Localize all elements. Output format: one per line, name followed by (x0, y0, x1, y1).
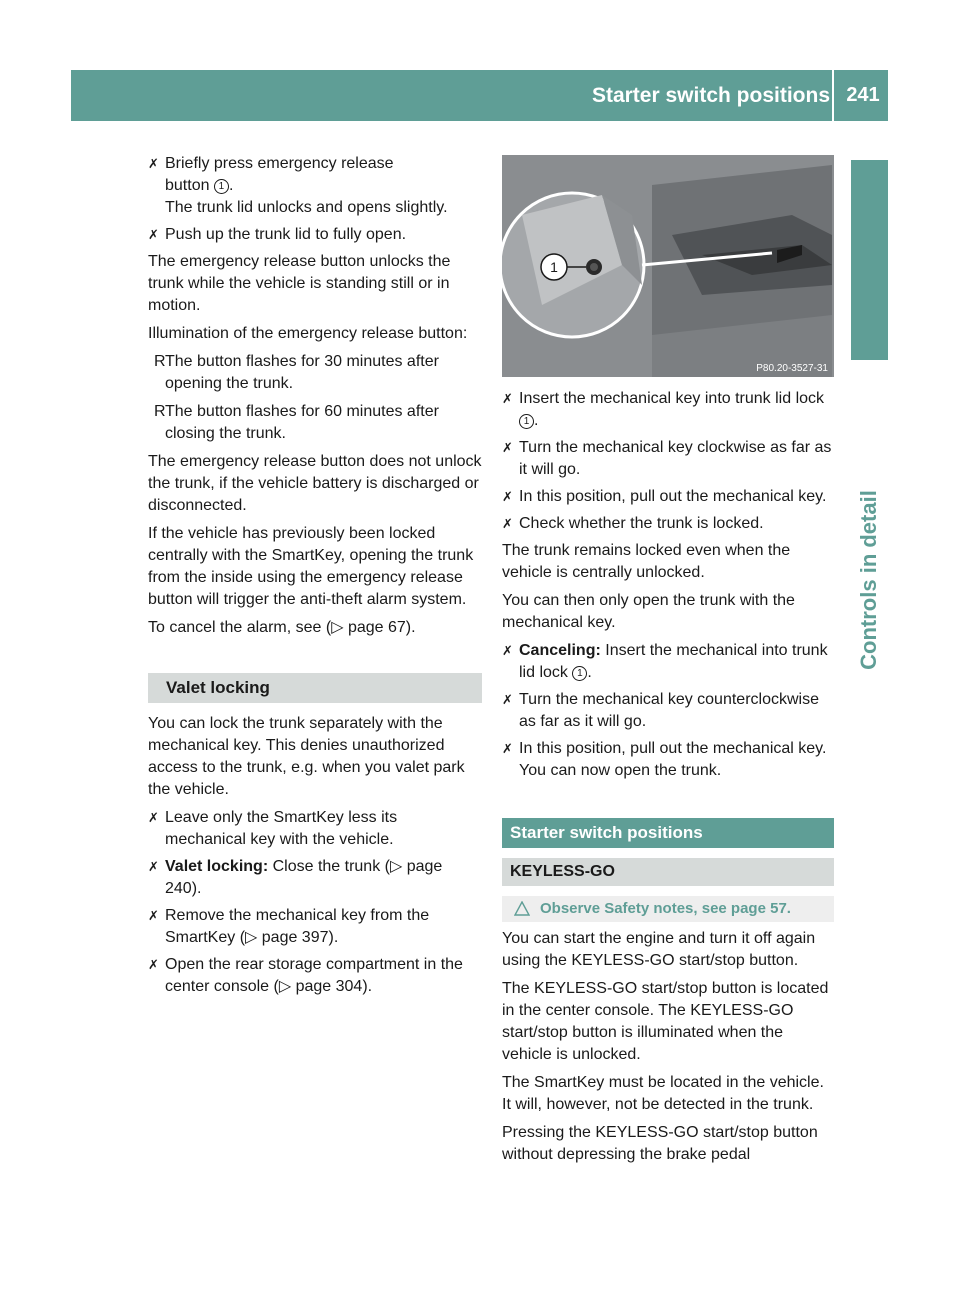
trunk-lock-illustration (502, 155, 834, 377)
step-item: ✗ Remove the mechanical key from the SmartKey (▷ page 397). (148, 907, 430, 946)
paragraph: The emergency release button does not unlock the trunk, if the vehicle battery is discharged or disconnected. (148, 453, 482, 514)
x-arrow-icon: ✗ (148, 810, 159, 825)
callout-1-icon: 1 (572, 666, 587, 681)
x-arrow-icon: ✗ (502, 489, 513, 504)
figure-code: P80.20-3527-31 (756, 363, 828, 374)
bullet-item: R The button flashes for 30 minutes after opening the trunk. (154, 353, 439, 392)
step-item: ✗ Canceling: Insert the mechanical into trunk lid lock 1 . (502, 642, 828, 681)
side-tab-label: Controls in detail (856, 490, 881, 670)
warning-triangle-icon (514, 901, 530, 917)
safety-warning: Observe Safety notes, see page 57. (502, 896, 834, 922)
x-arrow-icon: ✗ (148, 859, 159, 874)
bullet-icon: R (154, 353, 166, 370)
paragraph: The KEYLESS-GO start/stop button is located in the center console. The KEYLESS-GO start/stop button is illuminated when the vehicle is unlocked. (502, 980, 829, 1063)
paragraph: To cancel the alarm, see (▷ page 67). (148, 619, 416, 636)
paragraph: Pressing the KEYLESS-GO start/stop button without depressing the brake pedal (502, 1124, 818, 1163)
step-item: ✗ Valet locking: Close the trunk (▷ page 240). (148, 858, 443, 897)
paragraph: The SmartKey must be located in the vehicle. It will, however, not be detected in the trunk. (502, 1074, 824, 1113)
x-arrow-icon: ✗ (148, 156, 159, 171)
step-item: ✗ Turn the mechanical key clockwise as far as it will go. (502, 439, 832, 478)
step-item: ✗ Open the rear storage compartment in the center console (▷ page 304). (148, 956, 463, 995)
x-arrow-icon: ✗ (148, 957, 159, 972)
paragraph: The trunk remains locked even when the vehicle is centrally unlocked. (502, 542, 791, 581)
bullet-icon: R (154, 403, 166, 420)
x-arrow-icon: ✗ (502, 741, 513, 756)
x-arrow-icon: ✗ (148, 908, 159, 923)
paragraph: You can start the engine and turn it off again using the KEYLESS-GO start/stop button. (502, 930, 816, 969)
right-column (502, 388, 834, 1172)
x-arrow-icon: ✗ (502, 391, 513, 406)
callout-1-icon: 1 (519, 414, 534, 429)
x-arrow-icon: ✗ (502, 516, 513, 531)
step-item: ✗ Push up the trunk lid to fully open. (148, 224, 482, 246)
paragraph: You can then only open the trunk with the mechanical key. (502, 592, 795, 631)
paragraph: If the vehicle has previously been locked centrally with the SmartKey, opening the trunk from the inside using the emergency release button will trigger the anti-theft alarm system. (148, 525, 474, 608)
step-item: ✗ In this position, pull out the mechanical key. You can now open the trunk. (502, 740, 827, 779)
step-item: ✗ Turn the mechanical key counterclockwise as far as it will go. (502, 691, 819, 730)
step-item: ✗ Briefly press emergency release button 1 . The trunk lid unlocks and opens slightly. (148, 155, 448, 216)
step-item: ✗ Leave only the SmartKey less its mechanical key with the vehicle. (148, 809, 398, 848)
page-number: 241 (846, 84, 880, 106)
x-arrow-icon: ✗ (502, 440, 513, 455)
x-arrow-icon: ✗ (148, 227, 159, 242)
x-arrow-icon: ✗ (502, 643, 513, 658)
figure-callout-1: 1 (550, 259, 558, 275)
heading-valet-locking: Valet locking (148, 673, 482, 703)
header-divider (832, 70, 834, 121)
callout-1-icon: 1 (214, 179, 229, 194)
heading-starter-switch-positions: Starter switch positions (502, 818, 834, 848)
heading-keyless-go: KEYLESS-GO (502, 858, 834, 886)
paragraph: You can lock the trunk separately with the mechanical key. This denies unauthorized access to the trunk, e.g. when you valet park the vehicle. (148, 715, 465, 798)
step-item: ✗ In this position, pull out the mechanical key. (502, 486, 834, 508)
step-item: ✗ Insert the mechanical key into trunk lid lock 1 . (502, 390, 825, 429)
trunk-lock-photo (502, 155, 834, 377)
left-column (148, 153, 482, 1003)
paragraph: The emergency release button unlocks the trunk while the vehicle is standing still or in motion. (148, 253, 451, 314)
bullet-item: R The button flashes for 60 minutes after closing the trunk. (154, 403, 439, 442)
section-title: Starter switch positions (591, 84, 830, 107)
side-tab (851, 160, 888, 360)
x-arrow-icon: ✗ (502, 692, 513, 707)
paragraph: Illumination of the emergency release button: (148, 325, 468, 342)
step-item: ✗ Check whether the trunk is locked. (502, 513, 834, 535)
